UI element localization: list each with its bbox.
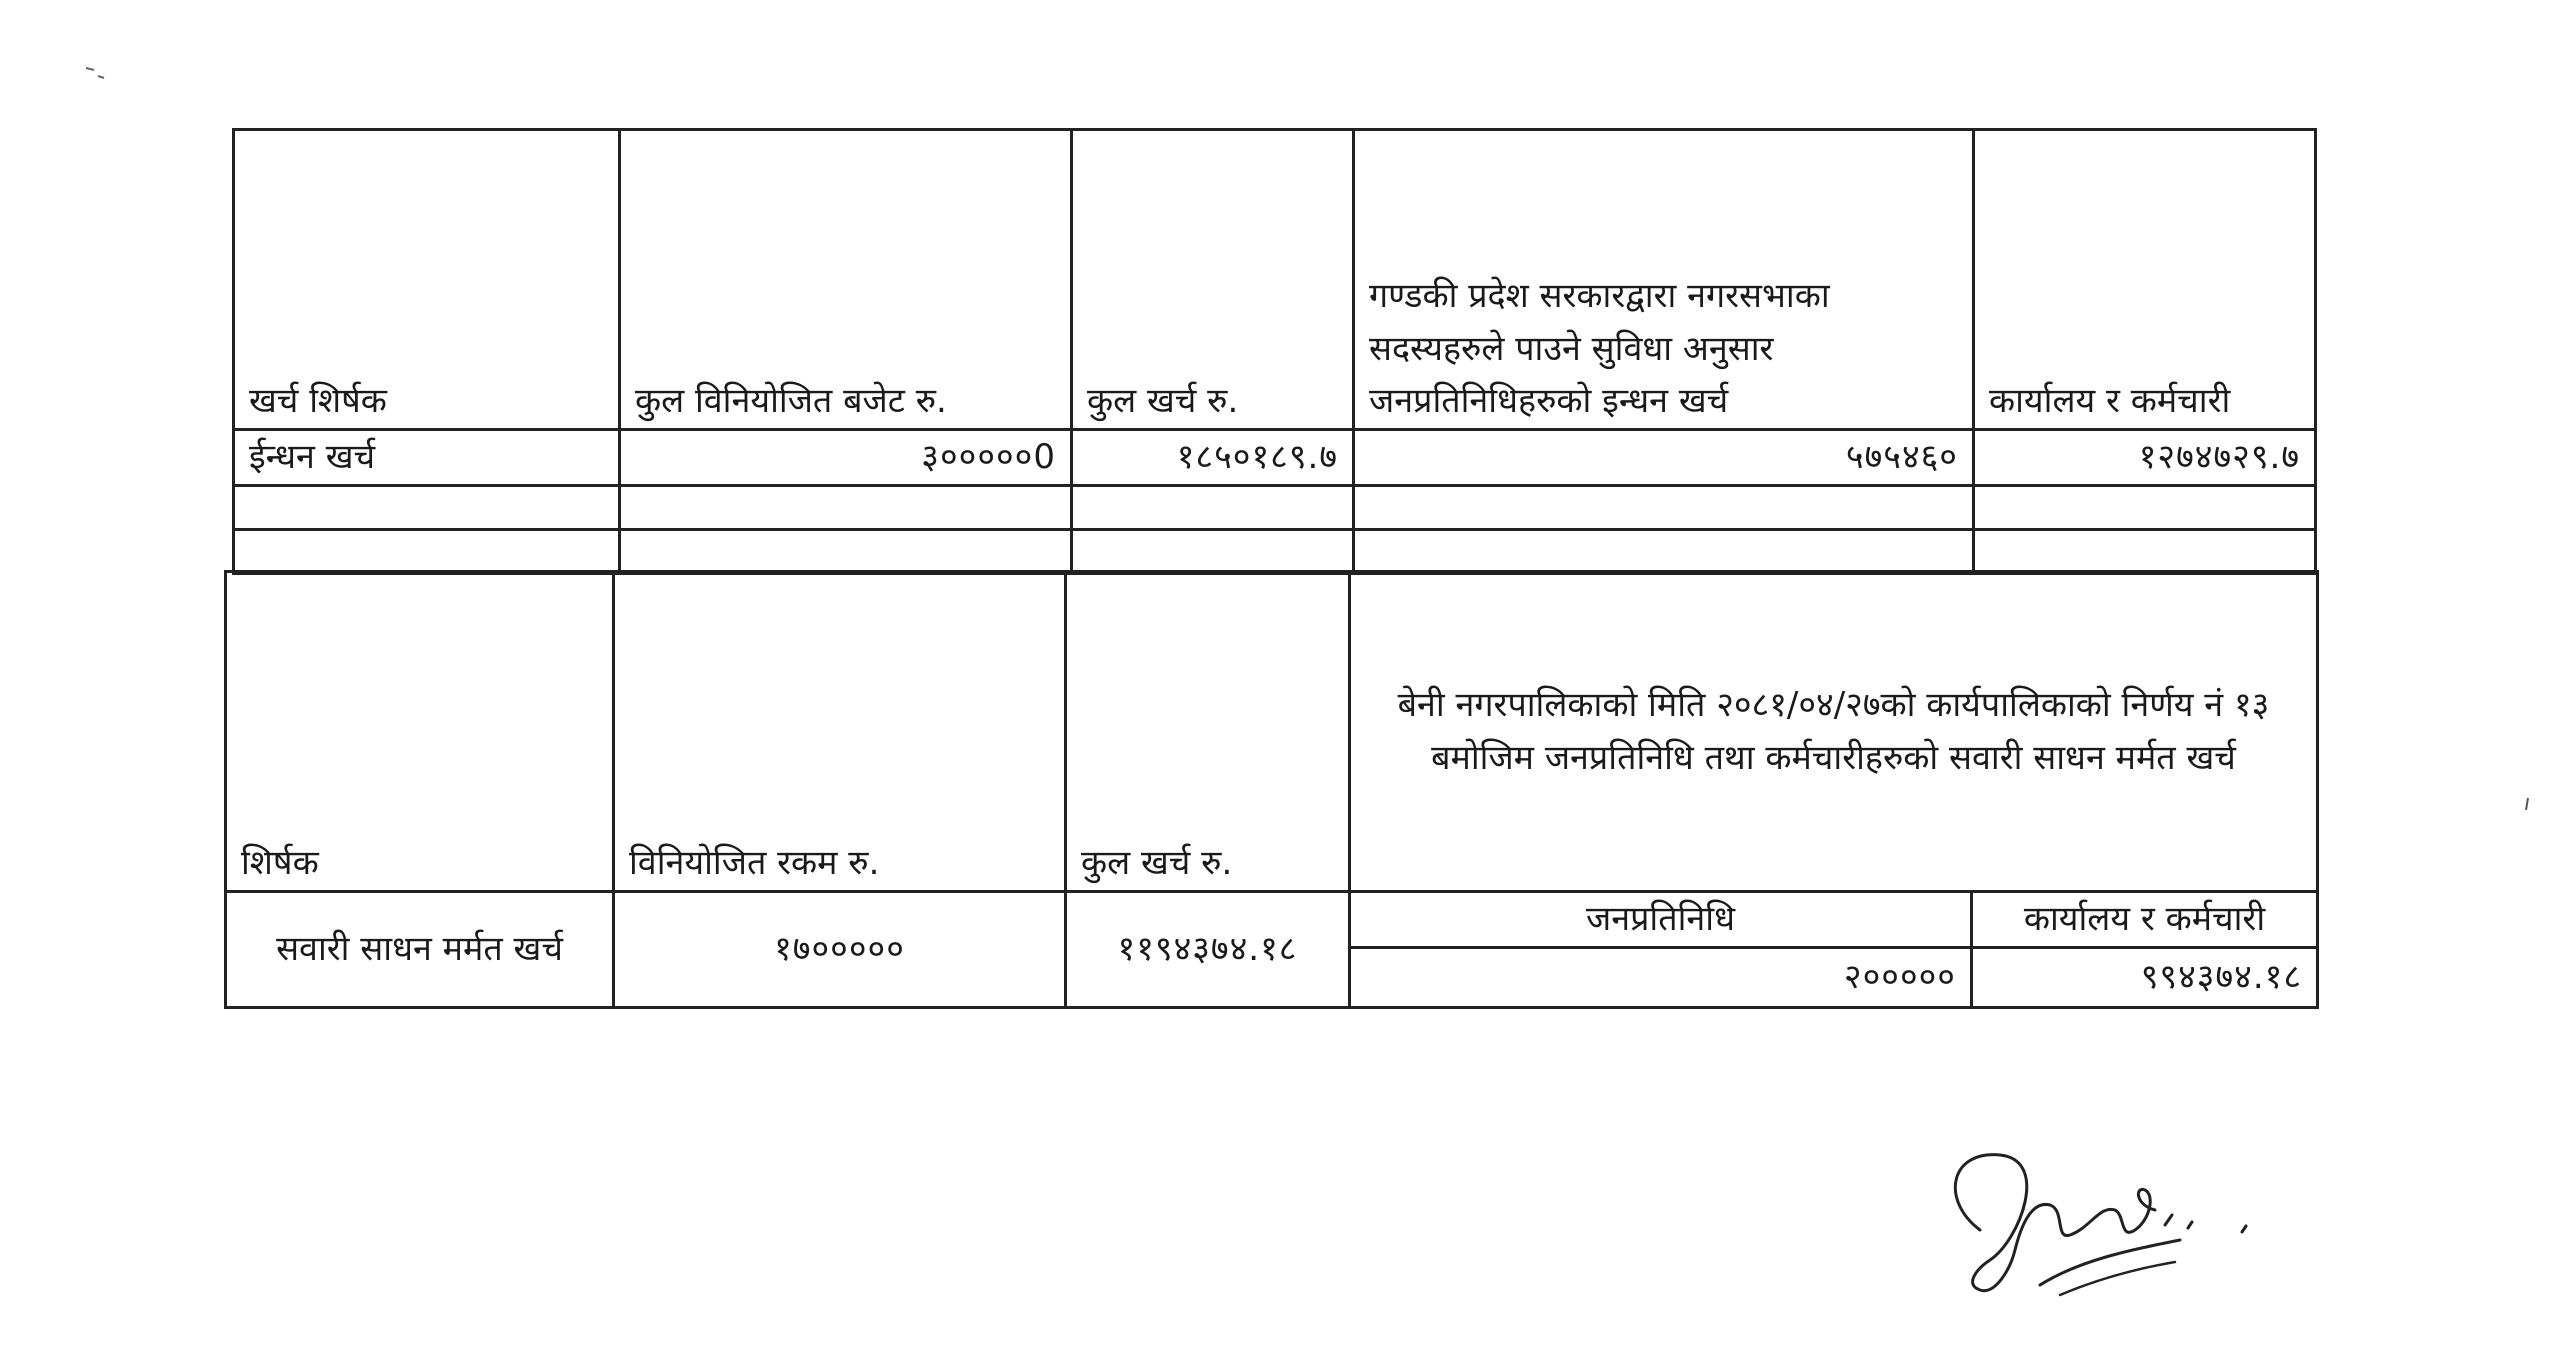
- row-representatives: ५७५४६०: [1354, 430, 1974, 486]
- row-title: ईन्धन खर्च: [234, 430, 620, 486]
- vehicle-repair-table: [224, 570, 2319, 1009]
- empty-row: [234, 486, 2316, 530]
- header-expense-title: खर्च शिर्षक: [234, 130, 620, 430]
- header-office-staff: कार्यालय र कर्मचारी: [1974, 130, 2316, 430]
- row-allocated: १७०००००: [614, 892, 1066, 1008]
- row-total: ११९४३७४.१८: [1066, 892, 1350, 1008]
- subheader-office-staff: कार्यालय र कर्मचारी: [1972, 892, 2318, 948]
- empty-row: [234, 530, 2316, 574]
- row-representatives: २०००००: [1350, 948, 1972, 1008]
- signature-icon: [1920, 1110, 2280, 1310]
- header-representatives-fuel: गण्डकी प्रदेश सरकारद्वारा नगरसभाका सदस्यहरुले पाउने सुविधा अनुसार जनप्रतिनिधिहरुको इन्धन खर्च: [1354, 130, 1974, 430]
- header-allocated-amount: विनियोजित रकम रु.: [614, 572, 1066, 892]
- header-vehicle-repair-decision: बेनी नगरपालिकाको मिति २०८१/०४/२७को कार्यपालिकाको निर्णय नं १३ बमोजिम जनप्रतिनिधि तथा कर्मचारीहरुको सवारी साधन मर्मत खर्च: [1350, 572, 2318, 892]
- row-total: १८५०१८९.७: [1072, 430, 1354, 486]
- table-header-row: [226, 572, 2318, 892]
- row-office: ९९४३७४.१८: [1972, 948, 2318, 1008]
- row-office: १२७४७२९.७: [1974, 430, 2316, 486]
- header-total-budget: कुल विनियोजित बजेट रु.: [620, 130, 1072, 430]
- row-budget: ३०००००0: [620, 430, 1072, 486]
- table-row: [234, 430, 2316, 486]
- scan-speck: [84, 64, 114, 84]
- row-title: सवारी साधन मर्मत खर्च: [226, 892, 614, 1008]
- table-subheader-row: [226, 892, 2318, 948]
- header-total-expense: कुल खर्च रु.: [1066, 572, 1350, 892]
- table-header-row: [234, 130, 2316, 430]
- header-title: शिर्षक: [226, 572, 614, 892]
- fuel-expense-table: [232, 128, 2317, 575]
- header-total-expense: कुल खर्च रु.: [1072, 130, 1354, 430]
- scan-speck: [2520, 796, 2536, 816]
- subheader-representatives: जनप्रतिनिधि: [1350, 892, 1972, 948]
